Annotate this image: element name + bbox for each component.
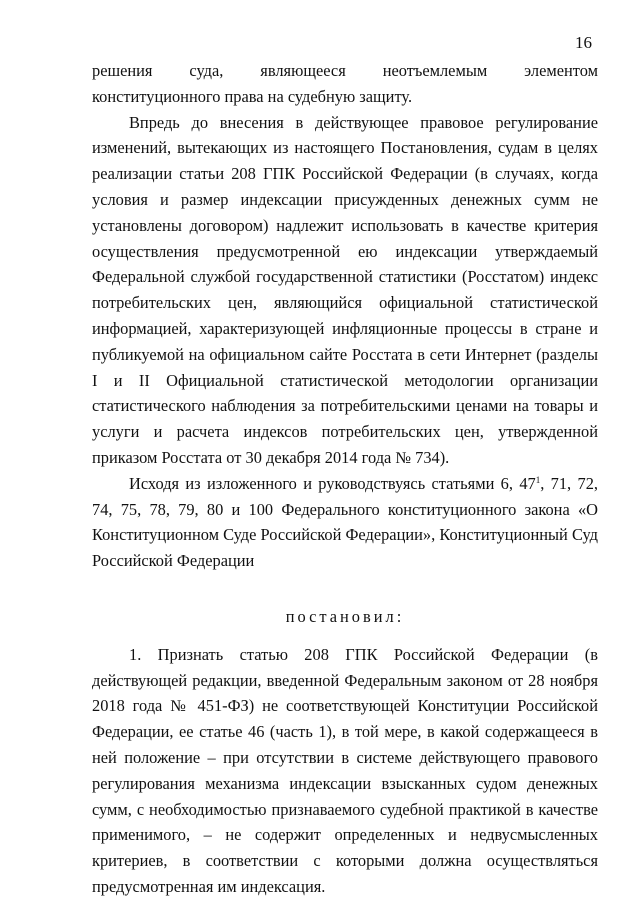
legal-basis-text: Исходя из изложенного и руководствуясь статьями 6, 47	[129, 473, 536, 493]
legal-basis-text-continued: , 71, 72, 74, 75, 78, 79, 80 и 100 Федерального конституционного закона «О Конституционном Суде Российской Федерации», Конституционный Суд Российской Федерации	[92, 473, 598, 571]
document-body	[92, 58, 598, 900]
paragraph-ruling-item-1: 1. Признать статью 208 ГПК Российской Федерации (в действующей редакции, введенной Федеральным законом от 28 ноября 2018 года № 451-ФЗ) не соответствующей Конституции Российской Федерации, ее статье 46 (часть 1), в той мере, в какой содержащееся в ней положение – при отсутствии в системе действующего правового регулирования механизма индексации взысканных судом денежных сумм, с необходимостью признаваемого судебной практикой в качестве применимого, – не содержит определенных и недвусмысленных критериев, в соответствии с которыми должна осуществляться предусмотренная им индексация.	[92, 644, 598, 896]
article-superscript: 1	[535, 474, 541, 485]
page-number: 16	[575, 33, 592, 52]
resolution-heading: постановил:	[285, 606, 405, 626]
paragraph-continuation: решения суда, являющееся неотъемлемым элементом конституционного права на судебную защиту.	[92, 61, 598, 106]
paragraph-legal-basis	[92, 471, 598, 574]
paragraph-indexation-criteria: Впредь до внесения в действующее правовое регулирование изменений, вытекающих из настоящего Постановления, судам в целях реализации статьи 208 ГПК Российской Федерации (в случаях, когда условия и размер индексации присужденных денежных сумм не установлены договором) надлежит использовать в качестве критерия осуществления предусмотренной ею индексации утверждаемый Федеральной службой государственной статистики (Росстатом) индекс потребительских цен, являющийся официальной статистической информацией, характеризующей инфляционные процессы в стране и публикуемой на официальном сайте Росстата в сети Интернет (разделы I и II Официальной статистической методологии организации статистического наблюдения за потребительскими ценами на товары и услуги и расчета индексов потребительских цен, утвержденной приказом Росстата от 30 декабря 2014 года № 734).	[92, 112, 598, 467]
